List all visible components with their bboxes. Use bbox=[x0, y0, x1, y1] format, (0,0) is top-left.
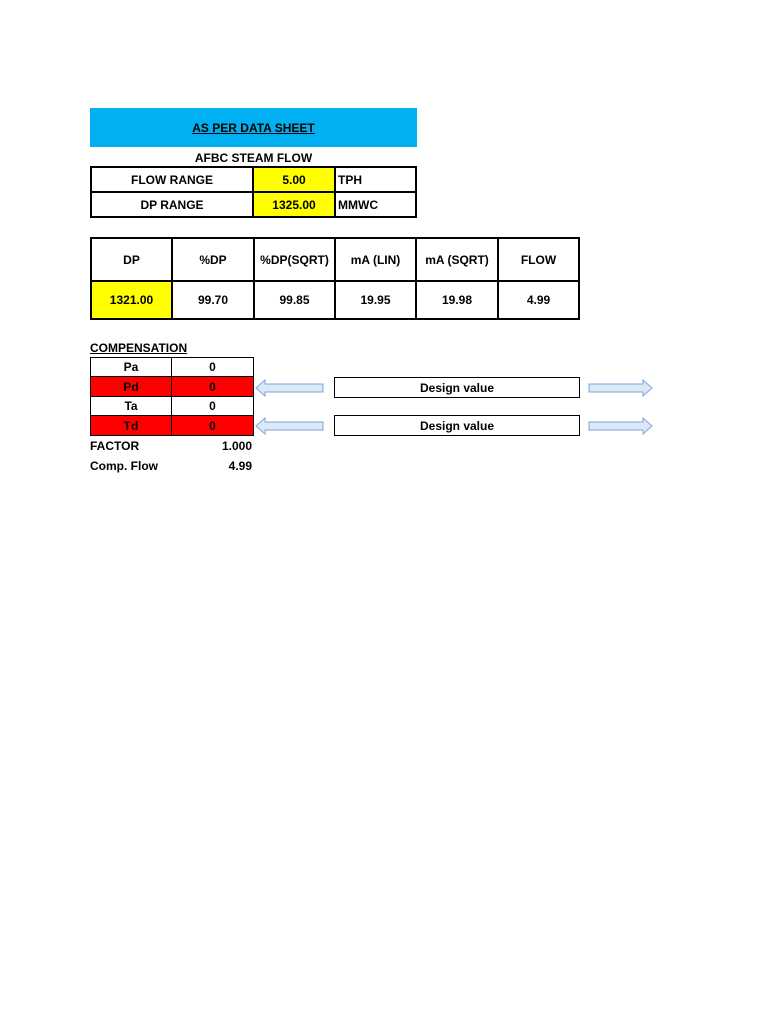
dp-range-label-text: DP RANGE bbox=[140, 197, 204, 212]
factor-label: FACTOR bbox=[90, 438, 140, 453]
calc-value-ma-sqrt[interactable]: 19.98 bbox=[415, 280, 499, 320]
comp-label-ta[interactable]: Ta bbox=[90, 396, 172, 416]
right-arrow-icon bbox=[588, 379, 654, 397]
calc-header-ma-lin[interactable]: mA (LIN) bbox=[334, 237, 417, 282]
left-arrow-icon bbox=[255, 379, 325, 397]
flow-range-unit-text: TPH bbox=[338, 172, 362, 187]
data-sheet-banner bbox=[90, 108, 417, 147]
flow-range-label[interactable] bbox=[90, 166, 254, 193]
comp-value-td[interactable]: 0 bbox=[171, 415, 254, 436]
comp-label-pd[interactable]: Pd bbox=[90, 376, 172, 397]
calc-header-flow[interactable]: FLOW bbox=[497, 237, 580, 282]
comp-value-pa[interactable]: 0 bbox=[171, 357, 254, 377]
section-title: AFBC STEAM FLOW bbox=[194, 151, 313, 165]
comp-value-pd[interactable]: 0 bbox=[171, 376, 254, 397]
flow-range-unit[interactable] bbox=[334, 166, 417, 193]
comp-value-ta[interactable]: 0 bbox=[171, 396, 254, 416]
design-value-box-pd[interactable]: Design value bbox=[334, 377, 580, 398]
banner-title: AS PER DATA SHEET bbox=[192, 120, 315, 135]
dp-range-unit-text: MMWC bbox=[338, 197, 378, 212]
dp-range-unit[interactable] bbox=[334, 191, 417, 218]
calc-value-dp[interactable]: 1321.00 bbox=[90, 280, 173, 320]
compensation-title-text: COMPENSATION bbox=[90, 341, 188, 355]
flow-range-label-text: FLOW RANGE bbox=[131, 172, 213, 187]
left-arrow-icon bbox=[255, 417, 325, 435]
calc-value-flow[interactable]: 4.99 bbox=[497, 280, 580, 320]
flow-range-value-text: 5.00 bbox=[282, 172, 306, 187]
calc-value-pct-dp-sqrt[interactable]: 99.85 bbox=[253, 280, 336, 320]
calc-header-ma-sqrt[interactable]: mA (SQRT) bbox=[415, 237, 499, 282]
calc-value-pct-dp[interactable]: 99.70 bbox=[171, 280, 255, 320]
calc-header-pct-dp[interactable]: %DP bbox=[171, 237, 255, 282]
dp-range-label[interactable] bbox=[90, 191, 254, 218]
compensation-title bbox=[90, 340, 187, 356]
dp-range-value-text: 1325.00 bbox=[272, 197, 316, 212]
dp-range-value[interactable] bbox=[252, 191, 336, 218]
comp-flow-value[interactable]: 4.99 bbox=[228, 458, 252, 473]
comp-label-pa[interactable]: Pa bbox=[90, 357, 172, 377]
design-value-box-td[interactable]: Design value bbox=[334, 415, 580, 436]
calc-value-ma-lin[interactable]: 19.95 bbox=[334, 280, 417, 320]
calc-header-dp[interactable]: DP bbox=[90, 237, 173, 282]
calc-header-pct-dp-sqrt[interactable]: %DP(SQRT) bbox=[253, 237, 336, 282]
factor-value[interactable]: 1.000 bbox=[221, 438, 252, 453]
right-arrow-icon bbox=[588, 417, 654, 435]
comp-label-td[interactable]: Td bbox=[90, 415, 172, 436]
flow-range-value[interactable] bbox=[252, 166, 336, 193]
comp-flow-label: Comp. Flow bbox=[90, 458, 158, 473]
